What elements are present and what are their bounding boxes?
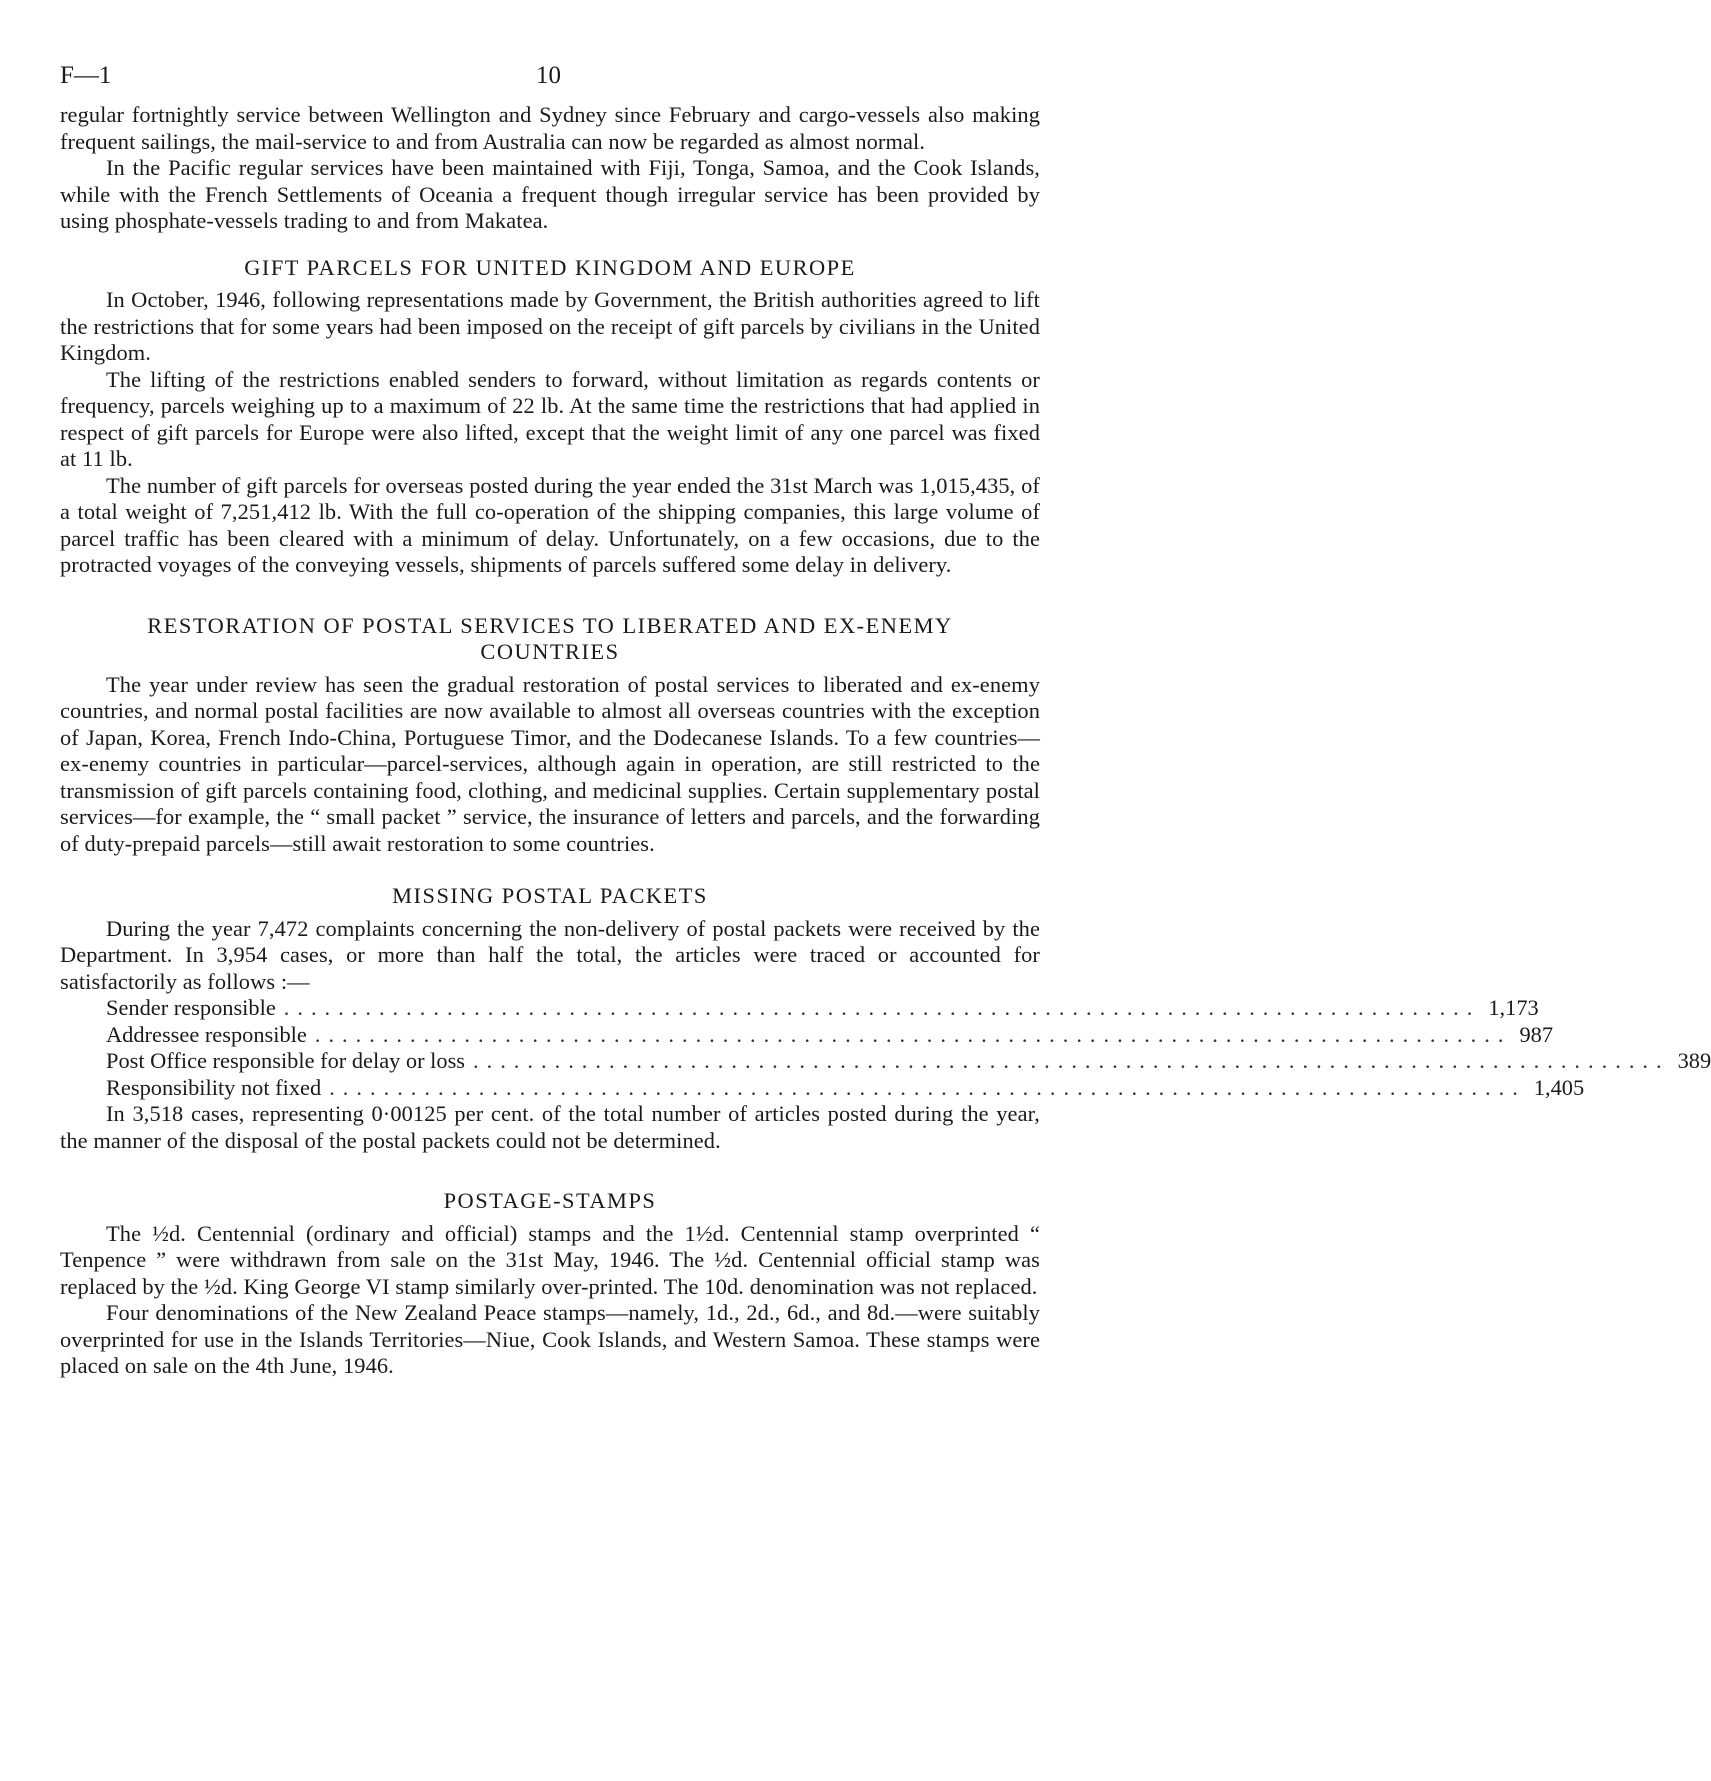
responsibility-table (106, 995, 1711, 1101)
row-value: 987 (1519, 1021, 1554, 1047)
table-row (106, 1021, 1554, 1049)
row-label: Sender responsible (106, 995, 276, 1020)
restoration-section (60, 613, 1040, 858)
dot-leader: ........................................................................................ (314, 1021, 1512, 1047)
paragraph: During the year 7,472 complaints concerning the non-delivery of postal packets were received by the Department. In 3,954 cases, or more than half the total, the articles were traced or accounted for satisfactorily as follows :— (60, 915, 1040, 994)
paragraph: regular fortnightly service between Wellington and Sydney since February and cargo-vessels also making frequent sailings, the mail-service to and from Australia can now be regarded as almost normal. (60, 102, 1040, 154)
paragraph: In October, 1946, following representations made by Government, the British authorities agreed to lift the restrictions that for some years had been imposed on the receipt of gift parcels by civilians in the United Kingdom. (60, 287, 1040, 365)
row-label: Post Office responsible for delay or loss (106, 1048, 466, 1073)
paragraph: The number of gift parcels for overseas posted during the year ended the 31st March was 1,015,435, of a total weight of 7,251,412 lb. With the full co-operation of the shipping companies, this large volume of parcel traffic has been cleared with a minimum of delay. Unfortunately, on a few occasions, due to the protracted voyages of the conveying vessels, shipments of parcels suffered some delay in delivery. (60, 472, 1040, 577)
running-header (60, 62, 1040, 102)
section-heading-line: COUNTRIES (480, 639, 620, 664)
gift-parcels-section (60, 255, 1040, 579)
page-number: 10 (536, 62, 561, 89)
paragraph: The ½d. Centennial (ordinary and official) stamps and the 1½d. Centennial stamp overprinted “ Tenpence ” were withdrawn from sale on the 31st May, 1946. The ½d. Centennial official stamp was replaced by the ½d. King George VI stamp similarly over-printed. The 10d. denomination was not replaced. (60, 1220, 1040, 1299)
missing-packets-section (60, 883, 1711, 1154)
dot-leader: ........................................................................................ (283, 995, 1481, 1020)
row-label: Responsibility not fixed (106, 1074, 322, 1100)
row-value: 389 (1677, 1048, 1711, 1073)
intro-section (60, 102, 1040, 235)
paragraph: The year under review has seen the gradual restoration of postal services to liberated and ex-enemy countries, and normal postal facilities are now available to almost all overseas countries with the exception of Japan, Korea, French Indo-China, Portuguese Timor, and the Dodecanese Islands. To a few countries—ex-enemy countries in particular—parcel-services, although again in operation, are still restricted to the transmission of gift parcels containing food, clothing, and medicinal supplies. Certain supplementary postal services—for example, the “ small packet ” service, the insurance of letters and parcels, and the forwarding of duty-prepaid parcels—still await restoration to some countries. (60, 671, 1040, 856)
table-row (106, 1074, 1585, 1102)
table-row (106, 1048, 1711, 1075)
table-row (106, 995, 1539, 1022)
row-value: 1,405 (1533, 1074, 1585, 1100)
row-label: Addressee responsible (106, 1021, 307, 1047)
paragraph: In 3,518 cases, representing 0·00125 per cent. of the total number of articles posted during the year, the manner of the disposal of the postal packets could not be determined. (60, 1101, 1040, 1153)
paragraph: The lifting of the restrictions enabled senders to forward, without limitation as regards contents or frequency, parcels weighing up to a maximum of 22 lb. At the same time the restrictions that had applied in respect of gift parcels for Europe were also lifted, except that the weight limit of any one parcel was fixed at 11 lb. (60, 366, 1040, 471)
paragraph: Four denominations of the New Zealand Peace stamps—namely, 1d., 2d., 6d., and 8d.—were suitably overprinted for use in the Islands Territories—Niue, Cook Islands, and Western Samoa. These stamps were placed on sale on the 4th June, 1946. (60, 1300, 1040, 1378)
row-value: 1,173 (1488, 995, 1539, 1020)
section-heading: POSTAGE-STAMPS (443, 1188, 657, 1213)
dot-leader: ........................................................................................ (329, 1074, 1526, 1100)
postage-stamps-section (60, 1188, 1040, 1380)
paragraph: In the Pacific regular services have been maintained with Fiji, Tonga, Samoa, and the Cook Islands, while with the French Settlements of Oceania a frequent though irregular service has been provided by using phosphate-vessels trading to and from Makatea. (60, 155, 1040, 233)
document-reference: F—1 (60, 62, 112, 89)
section-heading: MISSING POSTAL PACKETS (392, 883, 708, 908)
section-heading-line: RESTORATION OF POSTAL SERVICES TO LIBERATED AND EX-ENEMY (147, 612, 953, 638)
section-heading: GIFT PARCELS FOR UNITED KINGDOM AND EUROPE (244, 254, 856, 280)
section-heading (60, 613, 1040, 666)
dot-leader: ........................................................................................ (473, 1048, 1670, 1073)
